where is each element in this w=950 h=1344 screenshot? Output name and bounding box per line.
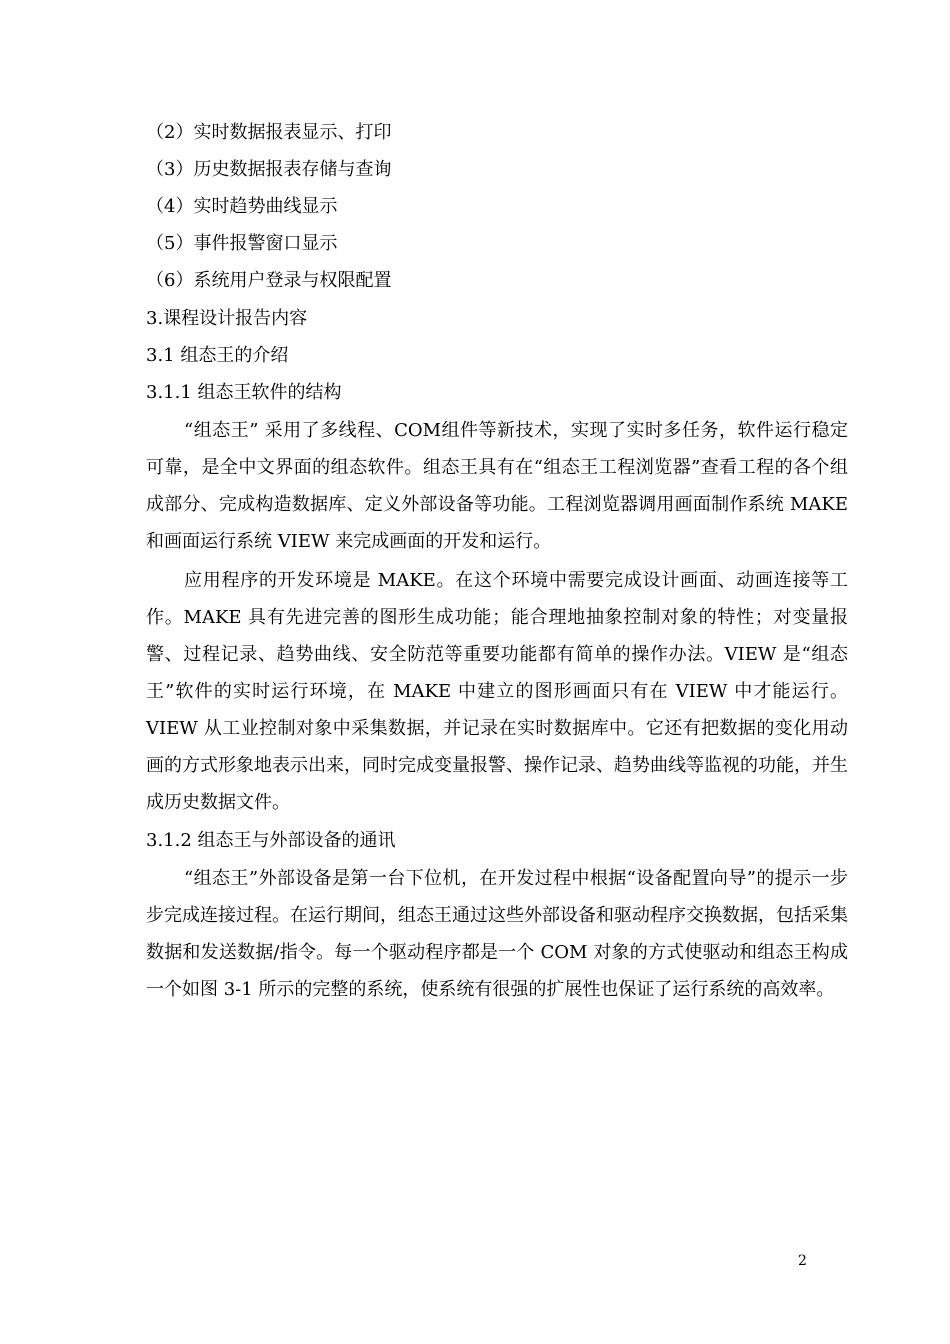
list-item: （2）实时数据报表显示、打印	[146, 122, 392, 143]
list-item: （3）历史数据报表存储与查询	[146, 159, 392, 180]
section-heading-3-1-1: 3.1.1 组态王软件的结构	[146, 382, 342, 403]
section-heading-3: 3.课程设计报告内容	[146, 308, 308, 329]
paragraph-software-structure: “组态王” 采用了多线程、COM组件等新技术，实现了实时多任务，软件运行稳定可靠，是全中文界面的组态软件。组态王具有在“组态王工程浏览器”查看工程的各个组成部分、完成构造数据库、定义外部设备等功能。工程浏览器调用画面制作系统 MAKE 和画面运行系统 VIEW 来完成画面的开发和运行。	[146, 420, 848, 552]
paragraph-external-devices: “组态王”外部设备是第一台下位机，在开发过程中根据“设备配置向导”的提示一步步完成连接过程。在运行期间，组态王通过这些外部设备和驱动程序交换数据，包括采集数据和发送数据/指令。每一个驱动程序都是一个 COM 对象的方式使驱动和组态王构成一个如图 3-1 所示的完整的系统，使系统有很强的扩展性也保证了运行系统的高效率。	[146, 868, 848, 1000]
section-heading-3-1: 3.1 组态王的介绍	[146, 345, 289, 366]
list-item: （5）事件报警窗口显示	[146, 233, 338, 254]
list-item: （6）系统用户登录与权限配置	[146, 270, 392, 291]
list-item: （4）实时趋势曲线显示	[146, 196, 338, 217]
paragraph-make-view: 应用程序的开发环境是 MAKE。在这个环境中需要完成设计画面、动画连接等工作。MAKE 具有先进完善的图形生成功能；能合理地抽象控制对象的特性；对变量报警、过程记录、趋势曲线、安全防范等重要功能都有简单的操作办法。VIEW 是“组态王”软件的实时运行环境，在 MAKE 中建立的图形画面只有在 VIEW 中才能运行。VIEW 从工业控制对象中采集数据，并记录在实时数据库中。它还有把数据的变化用动画的方式形象地表示出来，同时完成变量报警、操作记录、趋势曲线等监视的功能，并生成历史数据文件。	[146, 570, 848, 813]
section-heading-3-1-2: 3.1.2 组态王与外部设备的通讯	[146, 830, 396, 851]
page-number: 2	[798, 1253, 807, 1269]
